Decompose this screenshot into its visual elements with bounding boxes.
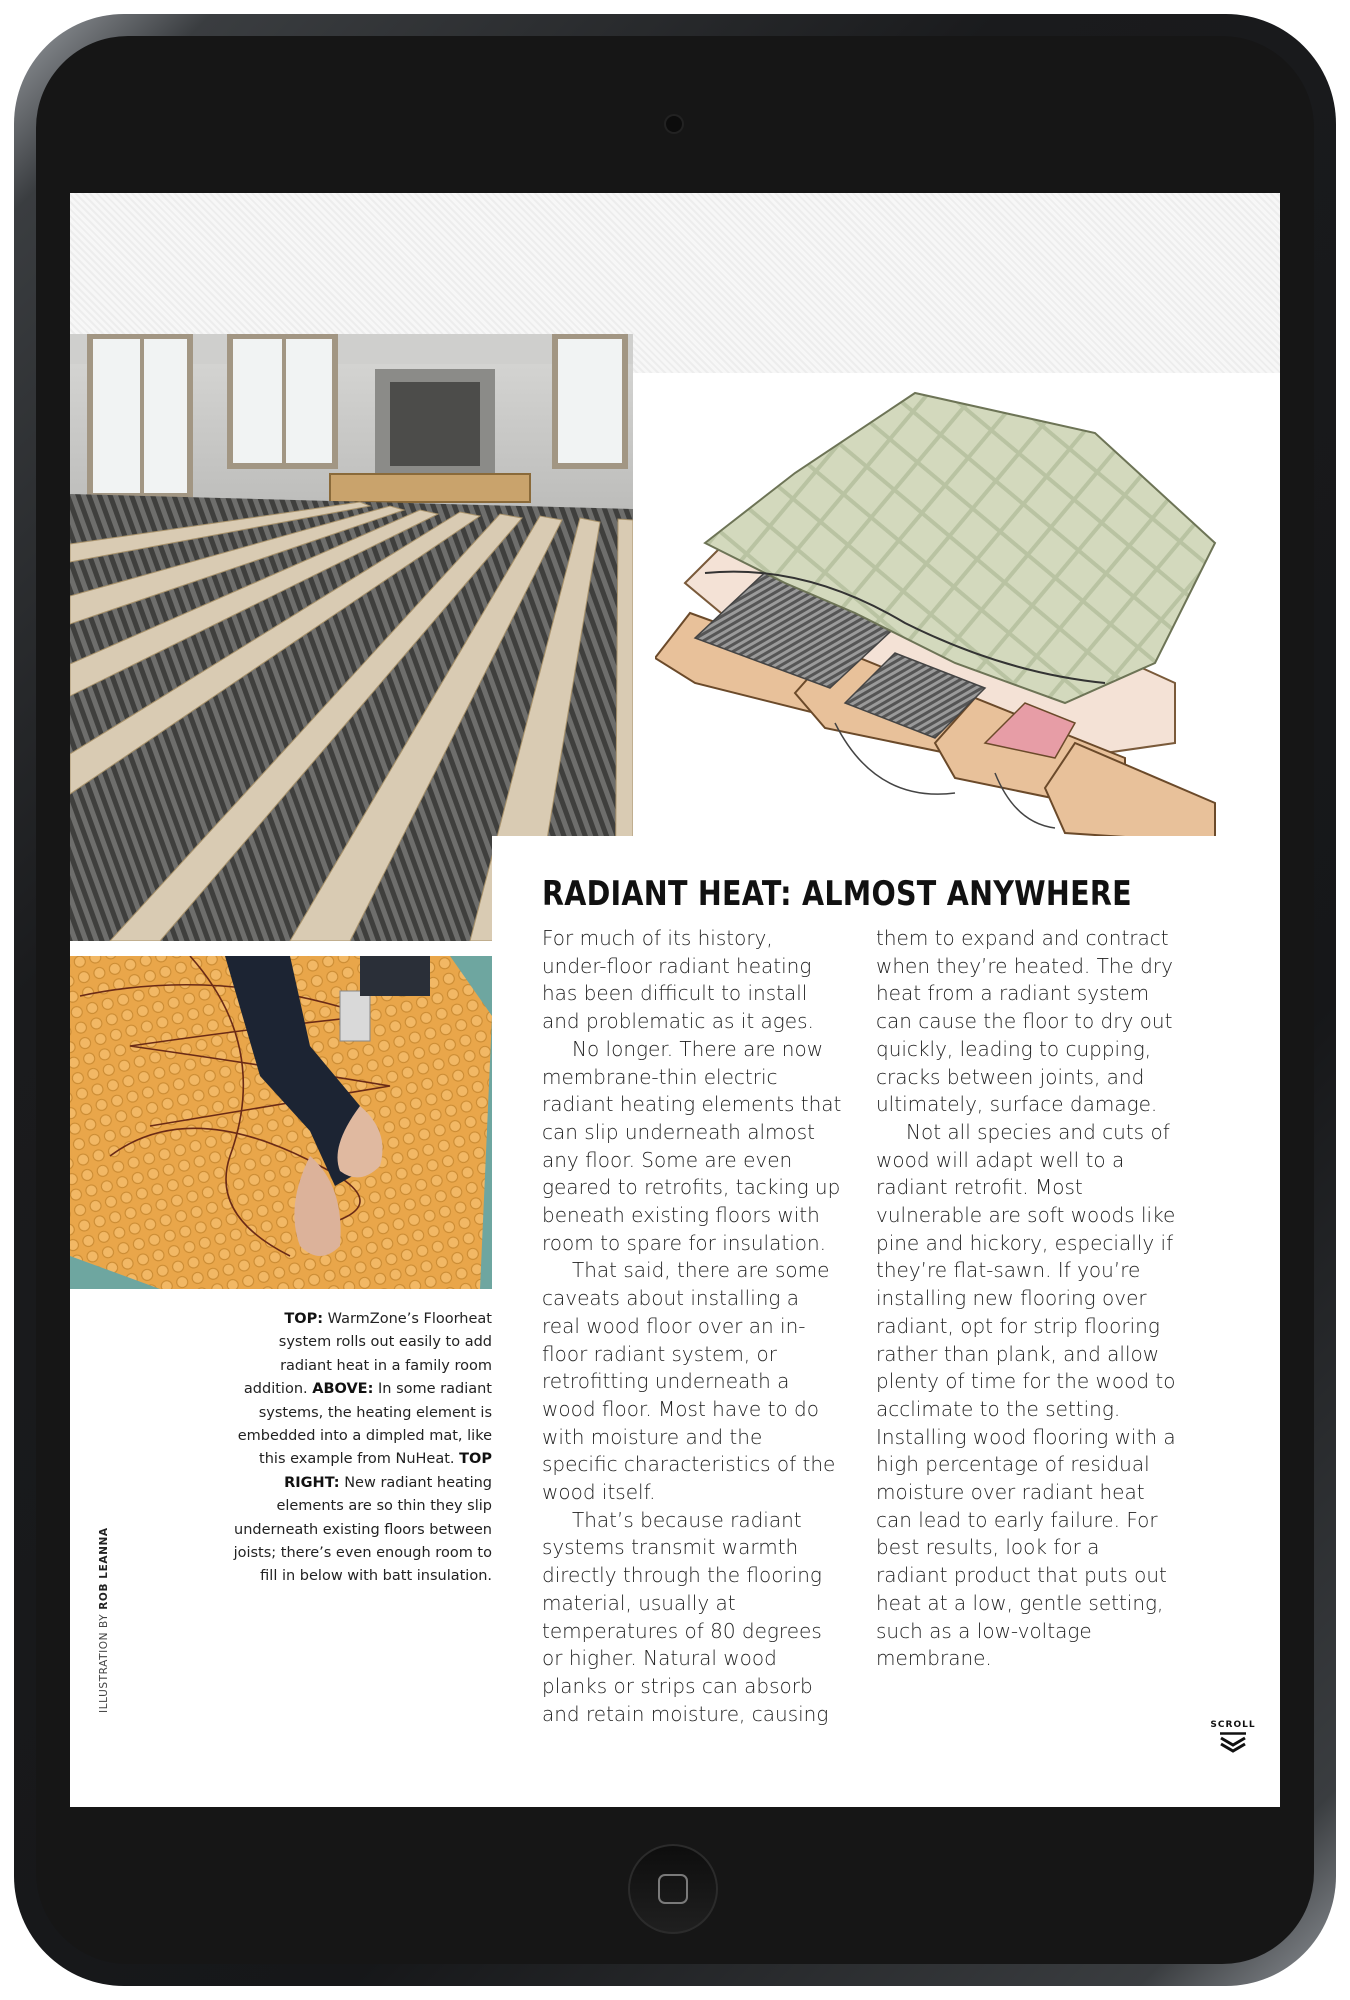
home-button-icon bbox=[658, 1874, 688, 1904]
caption-text-top: WarmZone’s Floorheat system rolls out easily to add radiant heat in a family room addition. bbox=[243, 1311, 492, 1398]
home-button[interactable] bbox=[628, 1844, 718, 1934]
magazine-page[interactable] bbox=[70, 193, 1280, 1807]
illustration-joists-tile bbox=[655, 383, 1275, 843]
photo-caption bbox=[230, 1308, 492, 1589]
paragraph: Not all species and cuts of wood will adapt well to a radiant retrofit. Most vulnerable are soft woods like pine and hickory, especially if they’re flat-sawn. If you’re installing new flooring over radiant, opt for strip flooring rather than plank, and allow plenty of time for the wood to acclimate to the setting. Installing wood flooring with a high percentage of residual moisture over radiant heat can lead to early failure. For best results, look for a radiant product that puts out heat at a low, gentle setting, such as a low-voltage membrane. bbox=[876, 1119, 1176, 1671]
paragraph: That said, there are some caveats about installing a real wood floor over an in-floor radiant system, or retrofitting underneath a wood floor. Most have to do with moisture and the specific characteristics of the wood itself. bbox=[542, 1258, 836, 1505]
article-headline: RADIANT HEAT: ALMOST ANYWHERE bbox=[542, 874, 1132, 914]
caption-text-above: In some radiant systems, the heating element is embedded into a dimpled mat, like this example from NuHeat. bbox=[237, 1381, 492, 1468]
article-column-1 bbox=[542, 925, 842, 1728]
article-column-2 bbox=[876, 925, 1176, 1673]
illustration-credit: ILLUSTRATION BY ROB LEANNA bbox=[98, 1527, 110, 1713]
paragraph: them to expand and contract when they’re heated. The dry heat from a radiant system can cause the floor to dry out quickly, leading to cupping, cracks between joints, and ultimately, surface damage. bbox=[876, 926, 1173, 1117]
caption-label-top-right: TOP RIGHT: bbox=[284, 1451, 492, 1491]
caption-label-above: ABOVE: bbox=[312, 1381, 374, 1398]
front-camera-icon bbox=[666, 116, 682, 132]
caption-label-top: TOP: bbox=[284, 1311, 324, 1327]
caption-text-top-right: New radiant heating elements are so thin they slip underneath existing floors between joists; there’s even enough room to fill in below with batt insulation. bbox=[233, 1474, 492, 1585]
paragraph: That’s because radiant systems transmit warmth directly through the flooring material, usually at temperatures of 80 degrees or higher. Natural wood planks or strips can absorb and retain moisture, causing bbox=[542, 1507, 829, 1726]
illustrator-name: ROB LEANNA bbox=[98, 1527, 110, 1610]
double-chevron-down-icon bbox=[1218, 1732, 1248, 1754]
paragraph: For much of its history, under-floor radiant heating has been difficult to install and problematic as it ages. bbox=[542, 926, 814, 1034]
paragraph: No longer. There are now membrane-thin electric radiant heating elements that can slip underneath almost any floor. Some are even geared to retrofits, tacking up beneath existing floors with room to spare for insulation. bbox=[542, 1036, 842, 1255]
scroll-label: SCROLL bbox=[1210, 1720, 1256, 1730]
scroll-indicator[interactable] bbox=[1208, 1720, 1258, 1754]
photo-nuheat-mat bbox=[70, 956, 492, 1289]
